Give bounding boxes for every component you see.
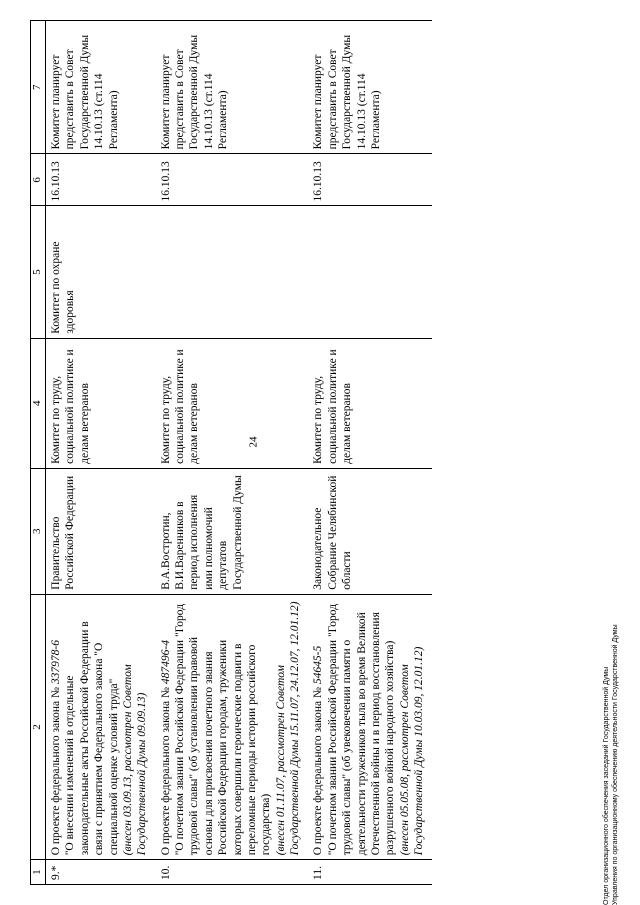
bill-cell: [156, 594, 309, 860]
review-date: 16.10.13: [156, 154, 309, 206]
bill-cell: [308, 594, 432, 860]
plan-note: Комитет планирует представить в Совет Государственной Думы 14.10.13 (ст.114 Регламента): [156, 21, 309, 154]
footer: [602, 575, 620, 905]
bill-title-prefix: О проекте федерального закона №: [159, 684, 172, 856]
plan-note: Комитет планирует представить в Совет Государственной Думы 14.10.13 (ст.114 Регламента): [46, 21, 156, 154]
bill-description: "О почетном звании Российской Федерации "Город трудовой славы" (об установлении правовой основы для присвоения почетного звания Российской Федерации городам, труженики которых совершили героические подвиги в переломные периоды истории российского государства): [174, 603, 273, 856]
bill-note: (внесен 05.05.08, рассмотрен Советом Государственной Думы 10.03.09, 12.01.12): [398, 646, 425, 856]
bill-author: В.А.Востротин, В.И.Варенников в период исполнения ими полномочий депутатов Государственной Думы: [156, 468, 309, 594]
bill-title-prefix: О проекте федерального закона №: [312, 684, 325, 856]
bill-number: 487496-4: [159, 640, 172, 685]
plan-note: Комитет планирует представить в Совет Государственной Думы 14.10.13 (ст.114 Регламента): [308, 21, 432, 154]
footer-line-2: Управления по организационному обеспечению деятельности Государственной Думы: [612, 624, 620, 905]
col-header-7: 7: [31, 21, 46, 154]
col-header-6: 6: [31, 154, 46, 206]
review-date: 16.10.13: [46, 154, 156, 206]
table-row: [156, 21, 309, 885]
agenda-table-wrapper: [30, 20, 605, 885]
table-row: [308, 21, 432, 885]
page-number: 24: [247, 436, 260, 448]
row-number: 11.: [308, 860, 432, 885]
bill-note: (внесен 03.09.13, рассмотрен Советом Государственной Думы 09.09.13): [121, 664, 149, 856]
co-committee: [156, 206, 309, 338]
bill-title-prefix: О проекте федерального закона №: [50, 684, 62, 856]
review-date: 16.10.13: [308, 154, 432, 206]
col-header-2: 2: [31, 594, 46, 860]
col-header-3: 3: [31, 468, 46, 594]
row-number: 9.*: [46, 860, 156, 885]
col-header-1: 1: [31, 860, 46, 885]
bill-author: Законодательное Собрание Челябинской области: [308, 468, 432, 594]
agenda-table: [30, 20, 432, 885]
bill-note: (внесен 01.11.07, рассмотрен Советом Государственной Думы 15.11.07, 24.12.07, 12.01.12): [274, 601, 301, 856]
header-row: [31, 21, 46, 885]
responsible-committee: Комитет по труду, социальной политике и делам ветеранов: [46, 338, 156, 468]
bill-cell: [46, 594, 156, 860]
col-header-5: 5: [31, 206, 46, 338]
col-header-4: 4: [31, 338, 46, 468]
row-number: 10.: [156, 860, 309, 885]
bill-author: Правительство Российской Федерации: [46, 468, 156, 594]
responsible-committee: Комитет по труду, социальной политике и делам ветеранов: [308, 338, 432, 468]
co-committee: Комитет по охране здоровья: [46, 206, 156, 338]
responsible-committee: Комитет по труду, социальной политике и делам ветеранов: [156, 338, 309, 468]
bill-description: "О почетном звании Российской Федерации "Город трудовой славы" (об увековечении памяти о деятельности тружеников тыла во время Великой Отечественной войны и в период восстановления разрушенного войной народного хозяйства): [326, 603, 397, 856]
bill-description: "О внесении изменений в отдельные законодательные акты Российской Федерации в связи с принятием Федерального закона "О специальной оценке условий труда": [64, 621, 120, 856]
footer-line-1: Отдел организационного обеспечения заседаний Государственной Думы: [603, 666, 610, 905]
bill-number: 54645-5: [312, 645, 325, 685]
bill-number: 337978-6: [50, 640, 62, 685]
co-committee: [308, 206, 432, 338]
table-row: [46, 21, 156, 885]
